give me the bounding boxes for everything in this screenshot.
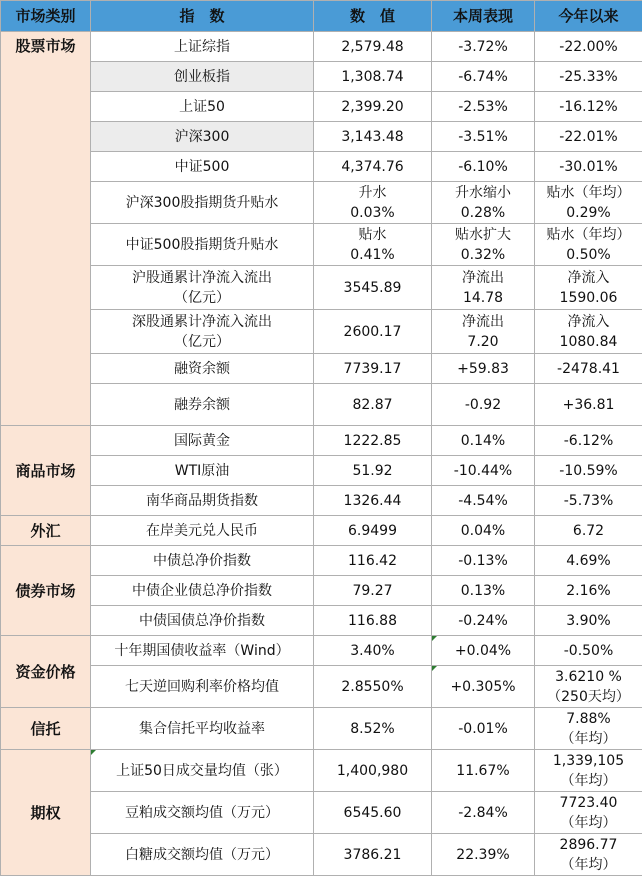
ytd-change-cell: 2.16%: [535, 576, 642, 606]
table-row: [1, 92, 642, 122]
index-name-cell: WTI原油: [91, 456, 314, 486]
category-cell: 资金价格: [1, 636, 91, 708]
week-change-cell: -3.51%: [432, 122, 535, 152]
week-change-cell: 0.14%: [432, 426, 535, 456]
table-row: [1, 606, 642, 636]
index-name-cell: 融券余额: [91, 384, 314, 426]
table-row: [1, 834, 642, 876]
value-cell: 51.92: [314, 456, 432, 486]
week-change-cell: -2.53%: [432, 92, 535, 122]
week-change-cell: -0.92: [432, 384, 535, 426]
index-name-cell: 中证500: [91, 152, 314, 182]
value-cell: 6545.60: [314, 792, 432, 834]
index-name-cell: 集合信托平均收益率: [91, 708, 314, 750]
week-change-cell: 0.13%: [432, 576, 535, 606]
value-cell: 贴水 0.41%: [314, 224, 432, 266]
category-cell: 外汇: [1, 516, 91, 546]
value-cell: 1222.85: [314, 426, 432, 456]
week-change-cell: 贴水扩大 0.32%: [432, 224, 535, 266]
table-row: [1, 62, 642, 92]
ytd-change-cell: 3.6210 % （250天均）: [535, 666, 642, 708]
ytd-change-cell: 贴水（年均） 0.29%: [535, 182, 642, 224]
table-row: [1, 666, 642, 708]
index-name-cell: 上证50: [91, 92, 314, 122]
table-row: [1, 750, 642, 792]
value-cell: 3,143.48: [314, 122, 432, 152]
index-name-cell: 在岸美元兑人民币: [91, 516, 314, 546]
header-ytd: 今年以来: [535, 1, 642, 32]
ytd-change-cell: 净流入 1590.06: [535, 266, 642, 310]
week-change-cell: -0.13%: [432, 546, 535, 576]
week-change-cell: 升水缩小 0.28%: [432, 182, 535, 224]
ytd-change-cell: -22.01%: [535, 122, 642, 152]
value-cell: 4,374.76: [314, 152, 432, 182]
table-row: [1, 32, 642, 62]
index-name-cell: 中证500股指期货升贴水: [91, 224, 314, 266]
ytd-change-cell: 1,339,105 （年均）: [535, 750, 642, 792]
week-change-cell: -6.74%: [432, 62, 535, 92]
table-row: [1, 152, 642, 182]
header-week: 本周表现: [432, 1, 535, 32]
table-row: [1, 182, 642, 224]
ytd-change-cell: 7723.40 （年均）: [535, 792, 642, 834]
week-change-cell: -3.72%: [432, 32, 535, 62]
index-name-cell: 南华商品期货指数: [91, 486, 314, 516]
table-row: [1, 122, 642, 152]
week-change-cell: +0.305%: [432, 666, 535, 708]
value-cell: 1326.44: [314, 486, 432, 516]
table-row: [1, 426, 642, 456]
category-cell: 期权: [1, 750, 91, 876]
ytd-change-cell: 净流入 1080.84: [535, 310, 642, 354]
week-change-cell: -0.24%: [432, 606, 535, 636]
index-name-cell: 白糖成交额均值（万元）: [91, 834, 314, 876]
category-cell: 信托: [1, 708, 91, 750]
value-cell: 8.52%: [314, 708, 432, 750]
ytd-change-cell: 7.88% （年均）: [535, 708, 642, 750]
week-change-cell: 0.04%: [432, 516, 535, 546]
value-cell: 7739.17: [314, 354, 432, 384]
value-cell: 2,579.48: [314, 32, 432, 62]
value-cell: 1,308.74: [314, 62, 432, 92]
ytd-change-cell: -6.12%: [535, 426, 642, 456]
week-change-cell: -6.10%: [432, 152, 535, 182]
value-cell: 2.8550%: [314, 666, 432, 708]
ytd-change-cell: -25.33%: [535, 62, 642, 92]
ytd-change-cell: 贴水（年均） 0.50%: [535, 224, 642, 266]
week-change-cell: +59.83: [432, 354, 535, 384]
value-cell: 79.27: [314, 576, 432, 606]
week-change-cell: -4.54%: [432, 486, 535, 516]
header-row: [1, 1, 642, 32]
ytd-change-cell: -22.00%: [535, 32, 642, 62]
index-name-cell: 中债国债总净价指数: [91, 606, 314, 636]
value-cell: 116.88: [314, 606, 432, 636]
index-name-cell: 融资余额: [91, 354, 314, 384]
table-row: [1, 310, 642, 354]
category-cell: 股票市场: [1, 32, 91, 426]
value-cell: 2600.17: [314, 310, 432, 354]
table-row: [1, 266, 642, 310]
index-name-cell: 豆粕成交额均值（万元）: [91, 792, 314, 834]
table-row: [1, 384, 642, 426]
value-cell: 升水 0.03%: [314, 182, 432, 224]
value-cell: 3.40%: [314, 636, 432, 666]
week-change-cell: -2.84%: [432, 792, 535, 834]
week-change-cell: -0.01%: [432, 708, 535, 750]
index-name-cell: 中债总净价指数: [91, 546, 314, 576]
index-name-cell: 十年期国债收益率（Wind）: [91, 636, 314, 666]
index-name-cell: 上证综指: [91, 32, 314, 62]
week-change-cell: -10.44%: [432, 456, 535, 486]
ytd-change-cell: -16.12%: [535, 92, 642, 122]
week-change-cell: 22.39%: [432, 834, 535, 876]
category-cell: 商品市场: [1, 426, 91, 516]
ytd-change-cell: 2896.77 （年均）: [535, 834, 642, 876]
header-category: 市场类别: [1, 1, 91, 32]
ytd-change-cell: 3.90%: [535, 606, 642, 636]
index-name-cell: 沪深300: [91, 122, 314, 152]
category-cell: 债券市场: [1, 546, 91, 636]
value-cell: 116.42: [314, 546, 432, 576]
value-cell: 6.9499: [314, 516, 432, 546]
index-name-cell: 上证50日成交量均值（张）: [91, 750, 314, 792]
week-change-cell: +0.04%: [432, 636, 535, 666]
table-row: [1, 576, 642, 606]
index-name-cell: 沪深300股指期货升贴水: [91, 182, 314, 224]
table-row: [1, 792, 642, 834]
index-name-cell: 国际黄金: [91, 426, 314, 456]
table-body: [1, 32, 642, 876]
table-row: [1, 486, 642, 516]
index-name-cell: 创业板指: [91, 62, 314, 92]
ytd-change-cell: -5.73%: [535, 486, 642, 516]
week-change-cell: 净流出 14.78: [432, 266, 535, 310]
index-name-cell: 七天逆回购利率价格均值: [91, 666, 314, 708]
index-name-cell: 中债企业债总净价指数: [91, 576, 314, 606]
table-row: [1, 636, 642, 666]
table-row: [1, 354, 642, 384]
value-cell: 1,400,980: [314, 750, 432, 792]
index-name-cell: 沪股通累计净流入流出 （亿元）: [91, 266, 314, 310]
table-row: [1, 516, 642, 546]
week-change-cell: 11.67%: [432, 750, 535, 792]
week-change-cell: 净流出 7.20: [432, 310, 535, 354]
ytd-change-cell: 4.69%: [535, 546, 642, 576]
table-row: [1, 456, 642, 486]
value-cell: 82.87: [314, 384, 432, 426]
value-cell: 3545.89: [314, 266, 432, 310]
table-row: [1, 224, 642, 266]
table-row: [1, 708, 642, 750]
value-cell: 3786.21: [314, 834, 432, 876]
ytd-change-cell: -0.50%: [535, 636, 642, 666]
value-cell: 2,399.20: [314, 92, 432, 122]
ytd-change-cell: -2478.41: [535, 354, 642, 384]
ytd-change-cell: -10.59%: [535, 456, 642, 486]
header-value: 数 值: [314, 1, 432, 32]
ytd-change-cell: -30.01%: [535, 152, 642, 182]
ytd-change-cell: 6.72: [535, 516, 642, 546]
ytd-change-cell: +36.81: [535, 384, 642, 426]
index-name-cell: 深股通累计净流入流出 （亿元）: [91, 310, 314, 354]
header-index: 指 数: [91, 1, 314, 32]
table-row: [1, 546, 642, 576]
